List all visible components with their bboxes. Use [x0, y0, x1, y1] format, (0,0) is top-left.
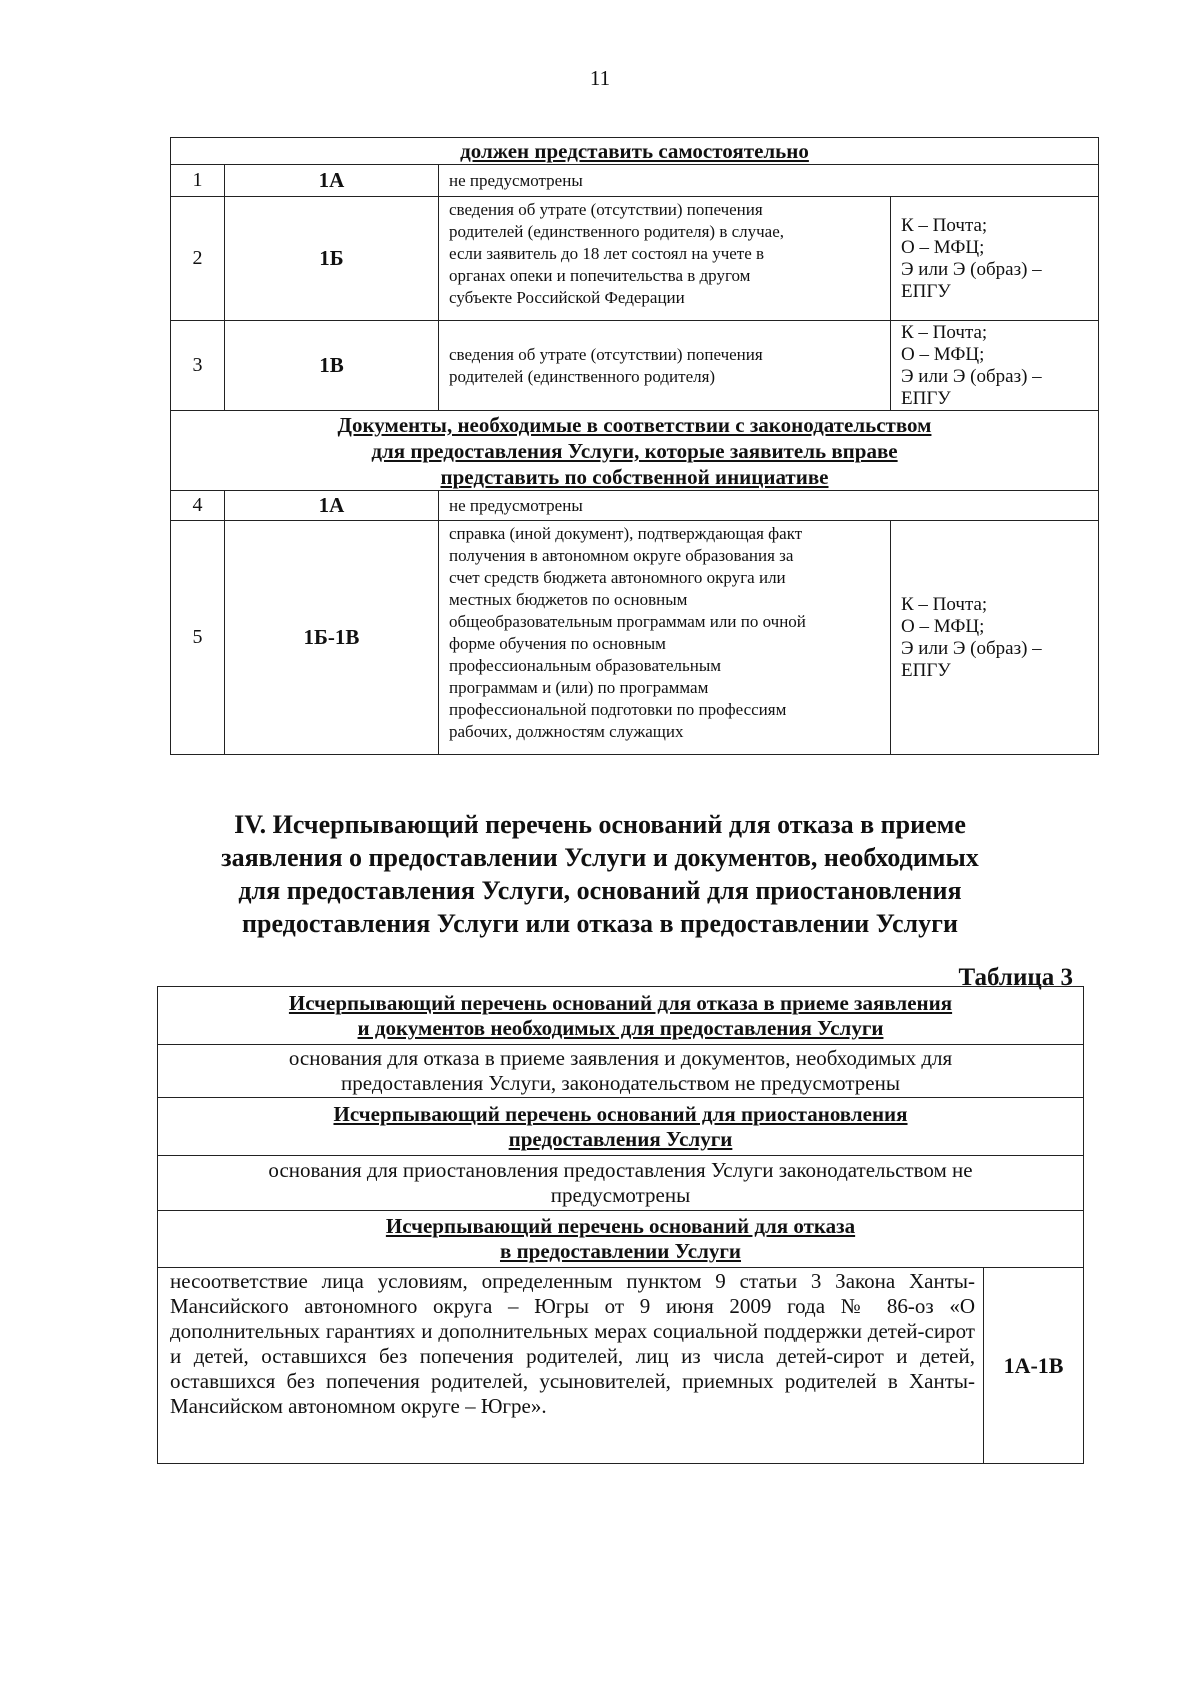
refusal-grounds-table	[157, 986, 1084, 1464]
section-heading: IV. Исчерпывающий перечень оснований для отказа в приеме заявления о предоставлении Услуги и документов, необходимых для предоставления Услуги, оснований для приостановления предоставления Услуги или отказа в предоставлении Услуги	[221, 810, 979, 938]
suspension-header: Исчерпывающий перечень оснований для приостановления предоставления Услуги	[158, 1098, 1084, 1156]
suspension-text: основания для приостановления предоставления Услуги законодательством не предусмотрены	[158, 1156, 1084, 1211]
document-description: сведения об утрате (отсутствии) попечения родителей (единственного родителя) в случае, если заявитель до 18 лет состоял на учете в органах опеки и попечительства в другом субъекте Российской Федерации	[439, 197, 891, 321]
category-code: 1А-1В	[984, 1268, 1084, 1464]
submission-channels: К – Почта; О – МФЦ; Э или Э (образ) – ЕПГУ	[891, 521, 1099, 755]
submission-channels: К – Почта; О – МФЦ; Э или Э (образ) – ЕПГУ	[891, 197, 1099, 321]
category-code: 1А	[225, 491, 439, 521]
refusal-acceptance-text: основания для отказа в приеме заявления и документов, необходимых для предоставления Услуги, законодательством не предусмотрены	[158, 1045, 1084, 1098]
table-caption: Таблица 3	[958, 964, 1073, 991]
document-description: сведения об утрате (отсутствии) попечения родителей (единственного родителя)	[439, 321, 891, 411]
document-description: справка (иной документ), подтверждающая факт получения в автономном округе образования за счет средств бюджета автономного округа или местных бюджетов по основным общеобразовательным программам или по очной форме обучения по основным профессиональным образовательным программам и (или) по программам профессиональной подготовки по профессиям рабочих, должностям служащих	[439, 521, 891, 755]
table-row	[171, 165, 1099, 197]
table-row	[171, 491, 1099, 521]
table-row	[171, 197, 1099, 321]
category-code: 1Б-1В	[225, 521, 439, 755]
table-row	[171, 321, 1099, 411]
documents-table	[170, 137, 1099, 755]
document-description: не предусмотрены	[439, 491, 1099, 521]
row-number: 3	[171, 321, 225, 411]
document-description: не предусмотрены	[439, 165, 1099, 197]
refusal-ground-text: несоответствие лица условиям, определенным пунктом 9 статьи 3 Закона Ханты-Мансийского автономного округа – Югры от 9 июня 2009 года № 86-оз «О дополнительных гарантиях и дополнительных мерах социальной поддержки детей-сирот и детей, оставшихся без попечения родителей, лиц из числа детей-сирот и детей, оставшихся без попечения родителей, усыновителей, приемных родителей в Ханты-Мансийском автономном округе – Югре».	[158, 1268, 984, 1464]
section-header-self-submit: должен представить самостоятельно	[171, 138, 1099, 165]
refusal-service-header: Исчерпывающий перечень оснований для отказа в предоставлении Услуги	[158, 1211, 1084, 1268]
row-number: 5	[171, 521, 225, 755]
row-number: 4	[171, 491, 225, 521]
row-number: 1	[171, 165, 225, 197]
category-code: 1А	[225, 165, 439, 197]
refusal-acceptance-header: Исчерпывающий перечень оснований для отказа в приеме заявления и документов необходимых для предоставления Услуги	[158, 987, 1084, 1045]
table-row	[158, 1268, 1084, 1464]
section-header-optional-documents: Документы, необходимые в соответствии с законодательством для предоставления Услуги, которые заявитель вправе представить по собственной инициативе	[171, 411, 1099, 491]
row-number: 2	[171, 197, 225, 321]
category-code: 1В	[225, 321, 439, 411]
submission-channels: К – Почта; О – МФЦ; Э или Э (образ) – ЕПГУ	[891, 321, 1099, 411]
table-row	[171, 521, 1099, 755]
page-number: 11	[589, 66, 611, 90]
category-code: 1Б	[225, 197, 439, 321]
